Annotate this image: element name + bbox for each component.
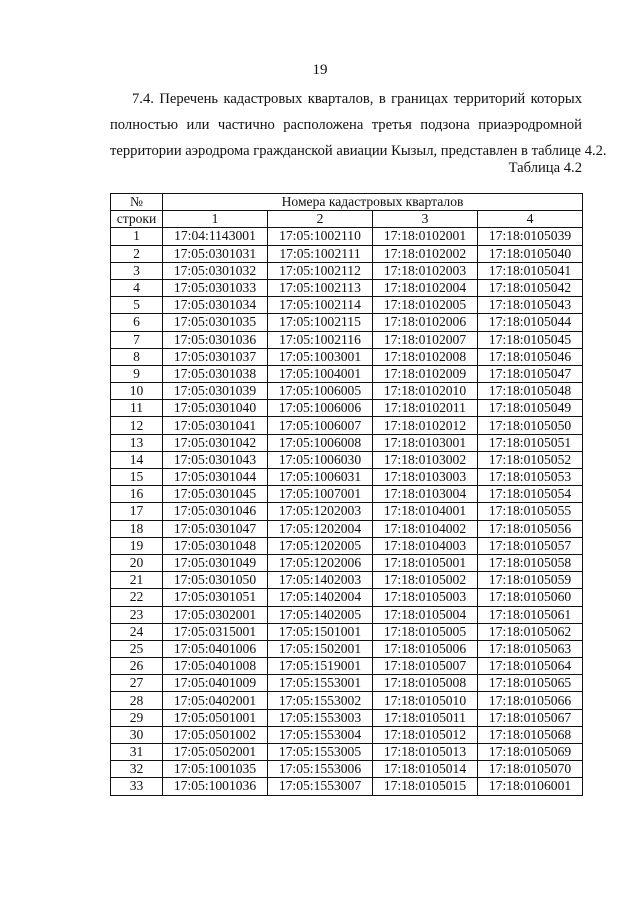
cadastral-number-cell: 17:18:0105054 [478, 486, 583, 503]
table-row [111, 589, 583, 606]
cadastral-number-cell: 17:05:0301040 [163, 400, 268, 417]
cadastral-number-cell: 17:05:1002111 [268, 245, 373, 262]
cadastral-number-cell: 17:05:0301049 [163, 554, 268, 571]
table-row [111, 503, 583, 520]
cadastral-number-cell: 17:18:0102008 [373, 348, 478, 365]
cadastral-number-cell: 17:05:1001036 [163, 778, 268, 795]
cadastral-number-cell: 17:18:0105006 [373, 640, 478, 657]
cadastral-number-cell: 17:05:1002115 [268, 314, 373, 331]
row-number-cell: 10 [111, 383, 163, 400]
page-number: 19 [312, 62, 328, 78]
cadastral-number-cell: 17:05:0301035 [163, 314, 268, 331]
cadastral-number-cell: 17:05:0301045 [163, 486, 268, 503]
cadastral-number-cell: 17:18:0105062 [478, 623, 583, 640]
cadastral-number-cell: 17:05:0402001 [163, 692, 268, 709]
cadastral-number-cell: 17:18:0102006 [373, 314, 478, 331]
row-number-cell: 4 [111, 279, 163, 296]
cadastral-number-cell: 17:05:1006006 [268, 400, 373, 417]
cadastral-number-cell: 17:18:0104002 [373, 520, 478, 537]
cadastral-number-cell: 17:05:0301046 [163, 503, 268, 520]
cadastral-number-cell: 17:18:0105047 [478, 365, 583, 382]
cadastral-number-cell: 17:18:0102009 [373, 365, 478, 382]
cadastral-number-cell: 17:05:1001035 [163, 761, 268, 778]
cadastral-number-cell: 17:18:0105002 [373, 572, 478, 589]
cadastral-number-cell: 17:05:0501002 [163, 726, 268, 743]
header-col-2: 2 [268, 211, 373, 228]
cadastral-number-cell: 17:05:1006005 [268, 383, 373, 400]
cadastral-number-cell: 17:18:0105066 [478, 692, 583, 709]
header-col-1: 1 [163, 211, 268, 228]
cadastral-number-cell: 17:05:0301033 [163, 279, 268, 296]
cadastral-number-cell: 17:18:0105063 [478, 640, 583, 657]
table-row [111, 400, 583, 417]
cadastral-number-cell: 17:05:0301042 [163, 434, 268, 451]
row-number-cell: 27 [111, 675, 163, 692]
cadastral-number-cell: 17:18:0106001 [478, 778, 583, 795]
cadastral-number-cell: 17:18:0105056 [478, 520, 583, 537]
cadastral-number-cell: 17:05:1553005 [268, 744, 373, 761]
cadastral-number-cell: 17:05:0301032 [163, 262, 268, 279]
cadastral-number-cell: 17:18:0105049 [478, 400, 583, 417]
table-row [111, 434, 583, 451]
cadastral-number-cell: 17:18:0105048 [478, 383, 583, 400]
table-row [111, 761, 583, 778]
cadastral-number-cell: 17:05:0301043 [163, 451, 268, 468]
row-number-cell: 20 [111, 554, 163, 571]
cadastral-number-cell: 17:05:1501001 [268, 623, 373, 640]
cadastral-number-cell: 17:05:1553006 [268, 761, 373, 778]
row-number-cell: 32 [111, 761, 163, 778]
cadastral-number-cell: 17:05:1007001 [268, 486, 373, 503]
table-row [111, 623, 583, 640]
table-row [111, 554, 583, 571]
cadastral-number-cell: 17:05:1002110 [268, 228, 373, 245]
cadastral-number-cell: 17:18:0105046 [478, 348, 583, 365]
cadastral-number-cell: 17:05:0501001 [163, 709, 268, 726]
cadastral-number-cell: 17:05:1202004 [268, 520, 373, 537]
table-row [111, 417, 583, 434]
row-number-cell: 22 [111, 589, 163, 606]
cadastral-number-cell: 17:18:0102002 [373, 245, 478, 262]
cadastral-number-cell: 17:18:0105044 [478, 314, 583, 331]
table-row [111, 279, 583, 296]
table-row [111, 692, 583, 709]
cadastral-number-cell: 17:18:0102011 [373, 400, 478, 417]
table-row [111, 709, 583, 726]
paragraph-line-3: территории аэродрома гражданской авиации Кызыл, представлен в таблице 4.2. [110, 143, 607, 159]
cadastral-number-cell: 17:18:0105068 [478, 726, 583, 743]
cadastral-number-cell: 17:18:0105064 [478, 658, 583, 675]
cadastral-number-cell: 17:18:0102005 [373, 297, 478, 314]
paragraph-line-1: 7.4. Перечень кадастровых кварталов, в границах территорий которых [132, 91, 582, 107]
cadastral-number-cell: 17:18:0105059 [478, 572, 583, 589]
cadastral-number-cell: 17:18:0105010 [373, 692, 478, 709]
cadastral-number-cell: 17:05:1002112 [268, 262, 373, 279]
cadastral-number-cell: 17:05:1402003 [268, 572, 373, 589]
cadastral-quarters-table [110, 193, 583, 796]
cadastral-number-cell: 17:18:0105058 [478, 554, 583, 571]
cadastral-number-cell: 17:18:0105057 [478, 537, 583, 554]
row-number-cell: 28 [111, 692, 163, 709]
row-number-cell: 23 [111, 606, 163, 623]
cadastral-number-cell: 17:05:1402005 [268, 606, 373, 623]
row-number-cell: 16 [111, 486, 163, 503]
cadastral-number-cell: 17:18:0105065 [478, 675, 583, 692]
cadastral-number-cell: 17:05:0301039 [163, 383, 268, 400]
cadastral-number-cell: 17:05:1553007 [268, 778, 373, 795]
cadastral-number-cell: 17:18:0105005 [373, 623, 478, 640]
cadastral-number-cell: 17:05:1553003 [268, 709, 373, 726]
row-number-cell: 17 [111, 503, 163, 520]
row-number-cell: 18 [111, 520, 163, 537]
cadastral-number-cell: 17:05:0301031 [163, 245, 268, 262]
cadastral-number-cell: 17:05:1202005 [268, 537, 373, 554]
cadastral-number-cell: 17:18:0105052 [478, 451, 583, 468]
row-number-cell: 9 [111, 365, 163, 382]
row-number-cell: 12 [111, 417, 163, 434]
row-number-cell: 26 [111, 658, 163, 675]
cadastral-number-cell: 17:05:0315001 [163, 623, 268, 640]
cadastral-number-cell: 17:05:1002113 [268, 279, 373, 296]
cadastral-number-cell: 17:18:0104001 [373, 503, 478, 520]
cadastral-number-cell: 17:05:0301038 [163, 365, 268, 382]
cadastral-number-cell: 17:05:1003001 [268, 348, 373, 365]
cadastral-number-cell: 17:05:1553002 [268, 692, 373, 709]
row-number-cell: 21 [111, 572, 163, 589]
cadastral-number-cell: 17:18:0105070 [478, 761, 583, 778]
cadastral-number-cell: 17:18:0103004 [373, 486, 478, 503]
cadastral-number-cell: 17:05:0301047 [163, 520, 268, 537]
cadastral-number-cell: 17:18:0105067 [478, 709, 583, 726]
cadastral-number-cell: 17:18:0105007 [373, 658, 478, 675]
cadastral-number-cell: 17:04:1143001 [163, 228, 268, 245]
cadastral-number-cell: 17:18:0105008 [373, 675, 478, 692]
cadastral-number-cell: 17:05:1502001 [268, 640, 373, 657]
row-number-cell: 25 [111, 640, 163, 657]
cadastral-number-cell: 17:05:1402004 [268, 589, 373, 606]
cadastral-number-cell: 17:18:0105069 [478, 744, 583, 761]
cadastral-number-cell: 17:05:0301048 [163, 537, 268, 554]
cadastral-number-cell: 17:18:0105015 [373, 778, 478, 795]
cadastral-number-cell: 17:18:0105011 [373, 709, 478, 726]
cadastral-number-cell: 17:05:0301044 [163, 469, 268, 486]
cadastral-number-cell: 17:18:0102004 [373, 279, 478, 296]
cadastral-number-cell: 17:05:1006031 [268, 469, 373, 486]
cadastral-number-cell: 17:18:0103003 [373, 469, 478, 486]
cadastral-number-cell: 17:18:0105051 [478, 434, 583, 451]
row-number-cell: 13 [111, 434, 163, 451]
row-number-cell: 29 [111, 709, 163, 726]
cadastral-number-cell: 17:18:0105013 [373, 744, 478, 761]
row-number-cell: 3 [111, 262, 163, 279]
cadastral-number-cell: 17:05:0502001 [163, 744, 268, 761]
cadastral-number-cell: 17:18:0105001 [373, 554, 478, 571]
cadastral-number-cell: 17:05:1006030 [268, 451, 373, 468]
header-row-no-bottom: строки [111, 211, 163, 228]
header-group-title: Номера кадастровых кварталов [163, 194, 583, 211]
cadastral-number-cell: 17:05:0301050 [163, 572, 268, 589]
intro-paragraph [110, 86, 607, 164]
cadastral-number-cell: 17:18:0105003 [373, 589, 478, 606]
table-row [111, 658, 583, 675]
row-number-cell: 14 [111, 451, 163, 468]
row-number-cell: 1 [111, 228, 163, 245]
cadastral-number-cell: 17:18:0105014 [373, 761, 478, 778]
cadastral-number-cell: 17:05:1002114 [268, 297, 373, 314]
row-number-cell: 33 [111, 778, 163, 795]
table-row [111, 365, 583, 382]
cadastral-number-cell: 17:18:0103001 [373, 434, 478, 451]
header-row-no-top: № [111, 194, 163, 211]
cadastral-number-cell: 17:18:0105040 [478, 245, 583, 262]
table-row [111, 297, 583, 314]
cadastral-number-cell: 17:05:0301041 [163, 417, 268, 434]
cadastral-number-cell: 17:18:0102003 [373, 262, 478, 279]
cadastral-number-cell: 17:05:0401009 [163, 675, 268, 692]
table-row [111, 262, 583, 279]
table-row [111, 331, 583, 348]
table-row [111, 486, 583, 503]
cadastral-number-cell: 17:18:0102001 [373, 228, 478, 245]
row-number-cell: 15 [111, 469, 163, 486]
row-number-cell: 19 [111, 537, 163, 554]
cadastral-number-cell: 17:18:0102010 [373, 383, 478, 400]
row-number-cell: 24 [111, 623, 163, 640]
table-row [111, 606, 583, 623]
table-caption: Таблица 4.2 [508, 160, 582, 176]
table-row [111, 469, 583, 486]
table-row [111, 314, 583, 331]
paragraph-line-2: полностью или частично расположена третья подзона приаэродромной [110, 117, 582, 133]
cadastral-number-cell: 17:05:1553001 [268, 675, 373, 692]
cadastral-number-cell: 17:18:0102007 [373, 331, 478, 348]
cadastral-number-cell: 17:05:1002116 [268, 331, 373, 348]
header-col-4: 4 [478, 211, 583, 228]
cadastral-number-cell: 17:18:0104003 [373, 537, 478, 554]
cadastral-number-cell: 17:18:0105045 [478, 331, 583, 348]
cadastral-number-cell: 17:18:0102012 [373, 417, 478, 434]
cadastral-number-cell: 17:18:0105043 [478, 297, 583, 314]
header-col-3: 3 [373, 211, 478, 228]
table-row [111, 778, 583, 795]
table-row [111, 383, 583, 400]
table-body [111, 228, 583, 795]
row-number-cell: 6 [111, 314, 163, 331]
cadastral-number-cell: 17:05:0301037 [163, 348, 268, 365]
table-row [111, 520, 583, 537]
table-row [111, 572, 583, 589]
cadastral-number-cell: 17:05:1519001 [268, 658, 373, 675]
table-row [111, 537, 583, 554]
table-row [111, 245, 583, 262]
cadastral-number-cell: 17:18:0103002 [373, 451, 478, 468]
cadastral-number-cell: 17:18:0105042 [478, 279, 583, 296]
cadastral-number-cell: 17:05:1553004 [268, 726, 373, 743]
cadastral-number-cell: 17:05:1006007 [268, 417, 373, 434]
cadastral-number-cell: 17:18:0105039 [478, 228, 583, 245]
row-number-cell: 30 [111, 726, 163, 743]
cadastral-number-cell: 17:05:0302001 [163, 606, 268, 623]
cadastral-number-cell: 17:18:0105050 [478, 417, 583, 434]
cadastral-number-cell: 17:18:0105041 [478, 262, 583, 279]
row-number-cell: 2 [111, 245, 163, 262]
cadastral-number-cell: 17:18:0105004 [373, 606, 478, 623]
table-row [111, 640, 583, 657]
table-row [111, 348, 583, 365]
cadastral-number-cell: 17:18:0105012 [373, 726, 478, 743]
cadastral-number-cell: 17:05:0301034 [163, 297, 268, 314]
cadastral-number-cell: 17:05:0301051 [163, 589, 268, 606]
table-row [111, 675, 583, 692]
cadastral-number-cell: 17:18:0105061 [478, 606, 583, 623]
row-number-cell: 31 [111, 744, 163, 761]
table-row [111, 726, 583, 743]
cadastral-number-cell: 17:18:0105055 [478, 503, 583, 520]
cadastral-number-cell: 17:05:1004001 [268, 365, 373, 382]
cadastral-number-cell: 17:05:0401008 [163, 658, 268, 675]
row-number-cell: 5 [111, 297, 163, 314]
table-row [111, 228, 583, 245]
table-row [111, 451, 583, 468]
cadastral-number-cell: 17:05:1202006 [268, 554, 373, 571]
row-number-cell: 8 [111, 348, 163, 365]
cadastral-number-cell: 17:18:0105060 [478, 589, 583, 606]
cadastral-number-cell: 17:05:1202003 [268, 503, 373, 520]
cadastral-number-cell: 17:05:0401006 [163, 640, 268, 657]
cadastral-number-cell: 17:18:0105053 [478, 469, 583, 486]
table-row [111, 744, 583, 761]
row-number-cell: 7 [111, 331, 163, 348]
cadastral-number-cell: 17:05:1006008 [268, 434, 373, 451]
cadastral-number-cell: 17:05:0301036 [163, 331, 268, 348]
row-number-cell: 11 [111, 400, 163, 417]
